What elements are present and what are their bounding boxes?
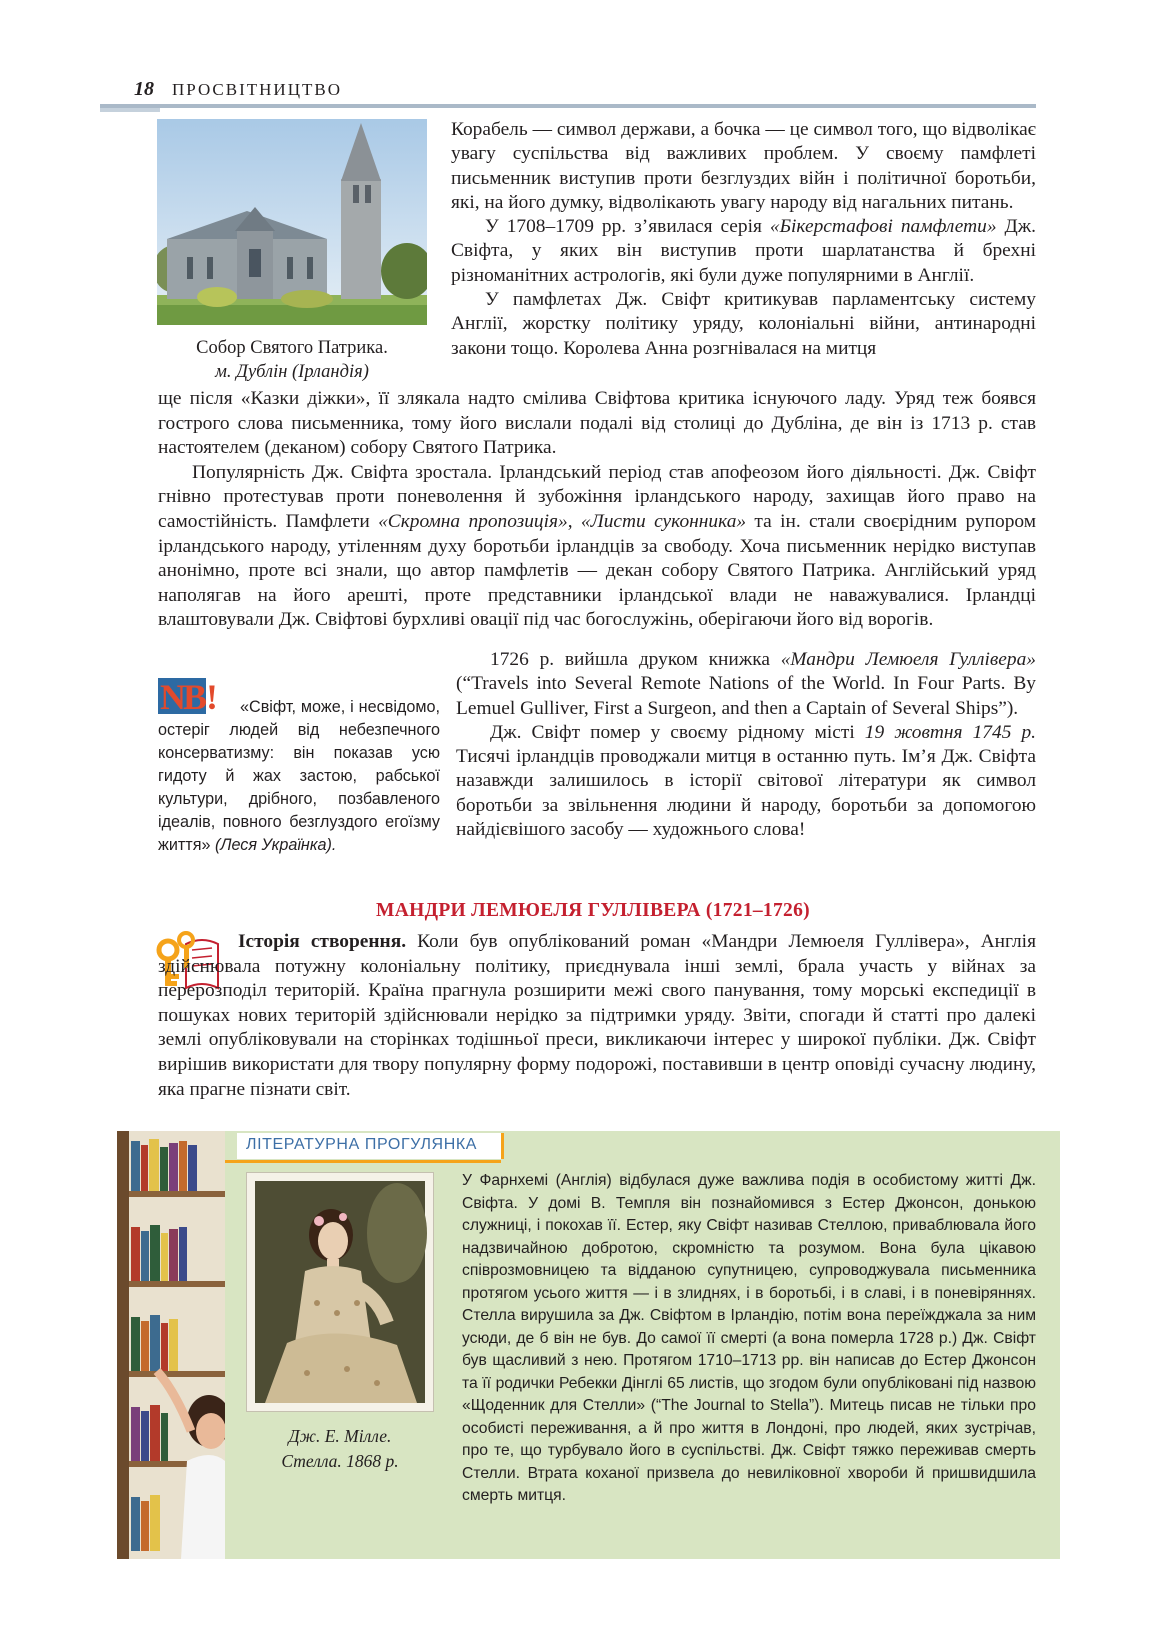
paragraph-3-bottom: ще після «Казки діжки», її злякала надто смілива Свіфтова критика існуючого ладу. Уряд теж боявся гострого слова письменника, тому його вислали подалі від столиці до Дубліна, де він із 1713 р. став настоятелем (деканом) собору Святого Патрика. xyxy=(158,388,1036,459)
nb-quote xyxy=(158,696,440,857)
history-paragraph xyxy=(158,930,1036,1102)
bookshelf-photo xyxy=(117,1131,225,1559)
stella-painting xyxy=(246,1172,434,1412)
chapter-heading: МАНДРИ ЛЕМЮЕЛЯ ГУЛЛІВЕРА (1721–1726) xyxy=(376,900,810,921)
paragraph-6 xyxy=(456,721,1036,842)
header-rule-accent xyxy=(100,108,160,112)
paragraph-3-top: У памфлетах Дж. Свіфт критикував парламентську систему Англії, жорстку політику уряду, колоніальні війни, антинародні закони тощо. Королева Анна розгнівалася на митця xyxy=(451,289,1036,359)
pamphlet-title: «Листи суконника» xyxy=(580,510,747,532)
history-block xyxy=(158,930,1036,1102)
text-span: Тисячі ірландців проводжали митця в останню путь. Ім’я Дж. Свіфта назавжди залишилось в історії світової літератури як символ боротьби за звільнення людини й народу, боротьби за допомогою найдієвішого засобу — художнього слова! xyxy=(456,746,1036,841)
text-span: , xyxy=(567,510,581,532)
book-title: «Мандри Лемюеля Гуллівера» xyxy=(780,649,1036,670)
pamphlet-title: «Скромна пропозиція» xyxy=(378,510,568,532)
text-span: (“Travels into Several Remote Nations of the World. In Four Parts. By Lemuel Gulliver, First a Surgeon, and then a Captain of Several Ships”). xyxy=(456,673,1036,719)
nb-quote-text: «Свіфт, може, і несвідомо, остеріг людей від небезпечного консерватизму: він показав усю гидоту й жах застою, рабської культури, дрібного, позбавленого ідеалів, повного безглуздого егоїзму життя» xyxy=(158,698,440,854)
text-span: 1726 р. вийшла друком книжка xyxy=(490,649,781,670)
cathedral-photo xyxy=(157,119,427,325)
text-span: Дж. Свіфта, у яких він виступив проти шарлатанства й брехні різноманітних астрологів, які були дуже популярними в Англії. xyxy=(451,216,1037,286)
caption-line-1: Собор Святого Патрика. xyxy=(196,338,388,358)
section-title: ПРОСВІТНИЦТВО xyxy=(172,80,342,99)
text-column-top xyxy=(451,118,1036,361)
text-column-full xyxy=(158,387,1036,633)
nb-quote-author: (Леся Українка). xyxy=(210,836,337,854)
painting-caption-line-1: Дж. Е. Мілле. xyxy=(288,1426,392,1446)
literary-walk-tag-text: ЛІТЕРАТУРНА ПРОГУЛЯНКА xyxy=(246,1136,478,1153)
text-span: Популярність Дж. Свіфта зростала. Ірландський період став апофеозом його діяльності. Дж. Свіфт гнівно протестував проти поневолення й зубожіння ірландського народу, захищав його право на самостійність. Памфлети xyxy=(158,461,1036,532)
literary-walk-text: У Фарнхемі (Англія) відбулася дуже важлива подія в особистому житті Дж. Свіфта. У домі В. Темпля він познайомився з Естер Джонсон, донькою служниці, і покохав її. Естер, яку Свіфт називав Стеллою, приваблювала його надзвичайною добротою, скромністю та розумом. Вона була цікавою співрозмовницею та відданою супутницею, супроводжувала письменника протягом усього життя — і в злиднях, і в боротьбі, і в славі, і в поневіряннях. Стелла вирушила за Дж. Свіфтом в Ірландію, потім вона переїжджала за ним усюди, де б він не був. До самої її смерті (а вона померла 1728 р.) Дж. Свіфт був щасливий з нею. Протягом 1710–1713 рр. він написав до Естер Джонсон та її родички Ребекки Дінглі 65 листів, що згодом були опубліковані під назвою «Щоденник для Стелли» (“The Journal to Stella”). Митець писав не тільки про особисті переживання, а й про життя в Лондоні, про людей, яких зустрічав, про те, що турбувало його в суспільстві. Дж. Свіфт тяжко переживав смерть Стелли. Втрата коханої призвела до невиліковної хвороби й пришвидшила смерть митця. xyxy=(462,1172,1036,1504)
text-span: У 1708–1709 рр. з’явилася серія xyxy=(485,216,770,238)
painting-caption-line-2: Стелла. 1868 р. xyxy=(281,1451,399,1471)
painting-caption xyxy=(240,1424,440,1474)
header-rule xyxy=(100,104,1036,108)
death-date: 19 жовтня 1745 р. xyxy=(864,721,1036,743)
pamphlet-title: «Бікерстафові памфлети» xyxy=(769,216,997,238)
history-lead: Історія створення. xyxy=(238,931,407,952)
cathedral-caption xyxy=(150,336,434,384)
text-span: та ін. стали своєрідним рупором ірландського народу, утіленням духу боротьби ірландців за свободу. Хоча письменник нерідко виступав анонімно, проте всі знали, що автор памфлетів — декан собору Святого Патрика. Англійський уряд наполягав на його арешті, проте представники ірландської влади не наважувалися. Ірландці влаштовували Дж. Свіфтові бурхливі овації під час богослужінь, оберігаючи його від ворогів. xyxy=(158,510,1036,631)
text-span: Дж. Свіфт помер у своєму рідному місті xyxy=(490,721,865,743)
paragraph-1: Корабель — символ держави, а бочка — це символ того, що відволікає увагу суспільства від важливих проблем. У своєму памфлеті письменник виступив проти безглуздих війн і політичної боротьби, які, на його думку, відволікають увагу народу від нагальних питань. xyxy=(451,119,1036,213)
paragraph-2 xyxy=(451,215,1036,288)
svg-text:!: ! xyxy=(206,677,218,716)
page-number: 18 xyxy=(134,78,154,100)
tag-underline xyxy=(225,1160,501,1163)
svg-text:NB: NB xyxy=(160,677,205,716)
text-column-gulliver xyxy=(456,648,1036,842)
paragraph-5 xyxy=(456,648,1036,721)
history-text: Коли був опублікований роман «Мандри Лемюеля Гуллівера», Англія здійснювала потужну колоніальну політику, приєднувала інші землі, брала участь у війнах за перерозподіл територій. Країна прагнула розширити межі свого панування, тому морські експедиції в пошуках нових територій здійснювали нерідко за підтримки уряду. Звіти, спогади й статті про далекі землі опубліковували на сторінках тодішньої преси, викликаючи інтерес у широкої публіки. Дж. Свіфт вирішив використати для твору популярну форму подорожі, поставивши в центр оповіді сучасну людину, яка прагне пізнати світ. xyxy=(158,931,1036,1100)
paragraph-4 xyxy=(158,461,1036,633)
caption-line-2: м. Дублін (Ірландія) xyxy=(215,362,369,382)
